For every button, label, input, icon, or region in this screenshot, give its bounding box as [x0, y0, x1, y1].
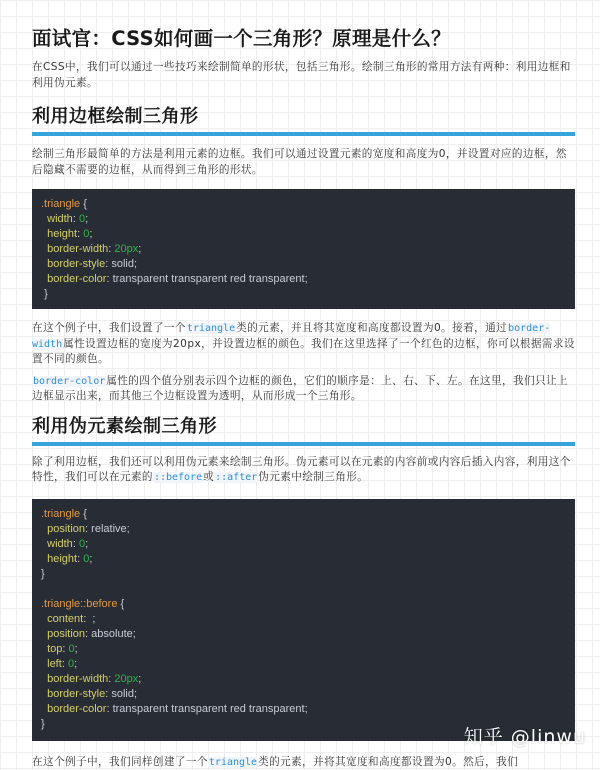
code-value: 20px [114, 673, 138, 685]
code-selector-line: .triangle::before { [41, 597, 566, 612]
code-declaration-line: height: 0; [41, 227, 566, 242]
code-value: 20px [114, 243, 138, 255]
code-declaration-line: border-color: transparent transparent red transparent; [41, 702, 566, 717]
inline-code: ::after [214, 472, 258, 483]
code-declaration-line: content: ; [41, 612, 566, 627]
code-property: height [47, 553, 77, 565]
section-border-method [32, 104, 575, 405]
code-declaration-line: top: 0; [41, 642, 566, 657]
code-block [32, 189, 575, 309]
inline-code: triangle [186, 323, 236, 334]
inline-code: ::before [153, 472, 203, 483]
code-declaration-line: border-color: transparent transparent red transparent; [41, 272, 566, 287]
code-declaration-line: position: relative; [41, 522, 566, 537]
code-close-line: } [41, 287, 566, 302]
code-declaration-line: border-width: 20px; [41, 242, 566, 257]
code-value: solid [111, 688, 134, 700]
heading-underline [32, 132, 575, 136]
code-property: left [47, 658, 62, 670]
code-property: border-style [47, 688, 105, 700]
code-selector-line: .triangle { [41, 507, 566, 522]
code-value: 0 [79, 213, 85, 225]
code-property: width [47, 213, 73, 225]
code-declaration-line: border-width: 20px; [41, 672, 566, 687]
page-title: 面试官：CSS如何画一个三角形？原理是什么？ [32, 24, 575, 54]
code-blank-line [41, 582, 566, 597]
code-value: 0 [83, 553, 89, 565]
section-paragraph: 在这个例子中，我们设置了一个triangle类的元素，并且将其宽度和高度都设置为0。接着，通过border-width属性设置边框的宽度为20px，并设置边框的颜色。我们在这里选择了一个红色的边框，你可以根据需求设置不同的颜色。 [32, 321, 575, 368]
section-paragraph: 绘制三角形最简单的方法是利用元素的边框。我们可以通过设置元素的宽度和高度为0，并设置对应的边框，然后隐藏不需要的边框，从而得到三角形的形状。 [32, 147, 575, 178]
code-block [32, 499, 575, 741]
section-pseudo-method [32, 414, 575, 770]
code-property: content [47, 613, 83, 625]
inline-code: border-width [32, 323, 550, 350]
code-property: position [47, 523, 85, 535]
section-heading: 利用边框绘制三角形 [32, 104, 575, 130]
code-close-line: } [41, 717, 566, 732]
article [32, 0, 575, 770]
code-property: border-color [47, 703, 106, 715]
code-close-line: } [41, 567, 566, 582]
code-declaration-line: height: 0; [41, 552, 566, 567]
intro-paragraph: 在CSS中，我们可以通过一些技巧来绘制简单的形状，包括三角形。绘制三角形的常用方法有两种：利用边框和利用伪元素。 [32, 60, 575, 91]
code-value: relative [91, 523, 126, 535]
code-declaration-line: border-style: solid; [41, 257, 566, 272]
code-value: transparent transparent red transparent [113, 273, 305, 285]
code-property: border-color [47, 273, 106, 285]
code-property: top [47, 643, 62, 655]
code-selector-line: .triangle { [41, 197, 566, 212]
code-property: border-width [47, 243, 108, 255]
watermark: 知乎 @linwu [464, 722, 586, 749]
code-declaration-line: position: absolute; [41, 627, 566, 642]
code-value: 0 [83, 228, 89, 240]
section-paragraph: 在这个例子中，我们同样创建了一个triangle类的元素，并将其宽度和高度都设置为0。然后，我们 [32, 755, 575, 770]
code-value: transparent transparent red transparent [113, 703, 305, 715]
code-declaration-line: width: 0; [41, 212, 566, 227]
inline-code: border-color [32, 376, 106, 387]
code-body [41, 522, 566, 567]
code-body [41, 212, 566, 287]
code-property: width [47, 538, 73, 550]
code-declaration-line: width: 0; [41, 537, 566, 552]
code-value: solid [111, 258, 134, 270]
code-body [41, 612, 566, 717]
heading-underline [32, 442, 575, 446]
code-property: position [47, 628, 85, 640]
code-value: 0 [79, 538, 85, 550]
code-property: border-width [47, 673, 108, 685]
section-paragraph: border-color属性的四个值分别表示四个边框的颜色，它们的顺序是：上、右、下、左。在这里，我们只让上边框显示出来，而其他三个边框设置为透明，从而形成一个三角形。 [32, 374, 575, 405]
code-property: height [47, 228, 77, 240]
code-value: 0 [68, 658, 74, 670]
section-paragraph: 除了利用边框，我们还可以利用伪元素来绘制三角形。伪元素可以在元素的内容前或内容后插入内容，利用这个特性，我们可以在元素的::before或::after伪元素中绘制三角形。 [32, 455, 575, 486]
inline-code: triangle [208, 757, 258, 768]
code-declaration-line: left: 0; [41, 657, 566, 672]
code-property: border-style [47, 258, 105, 270]
section-heading: 利用伪元素绘制三角形 [32, 414, 575, 440]
code-value: absolute [91, 628, 133, 640]
code-value: ; [89, 613, 95, 625]
code-value: 0 [69, 643, 75, 655]
code-declaration-line: border-style: solid; [41, 687, 566, 702]
